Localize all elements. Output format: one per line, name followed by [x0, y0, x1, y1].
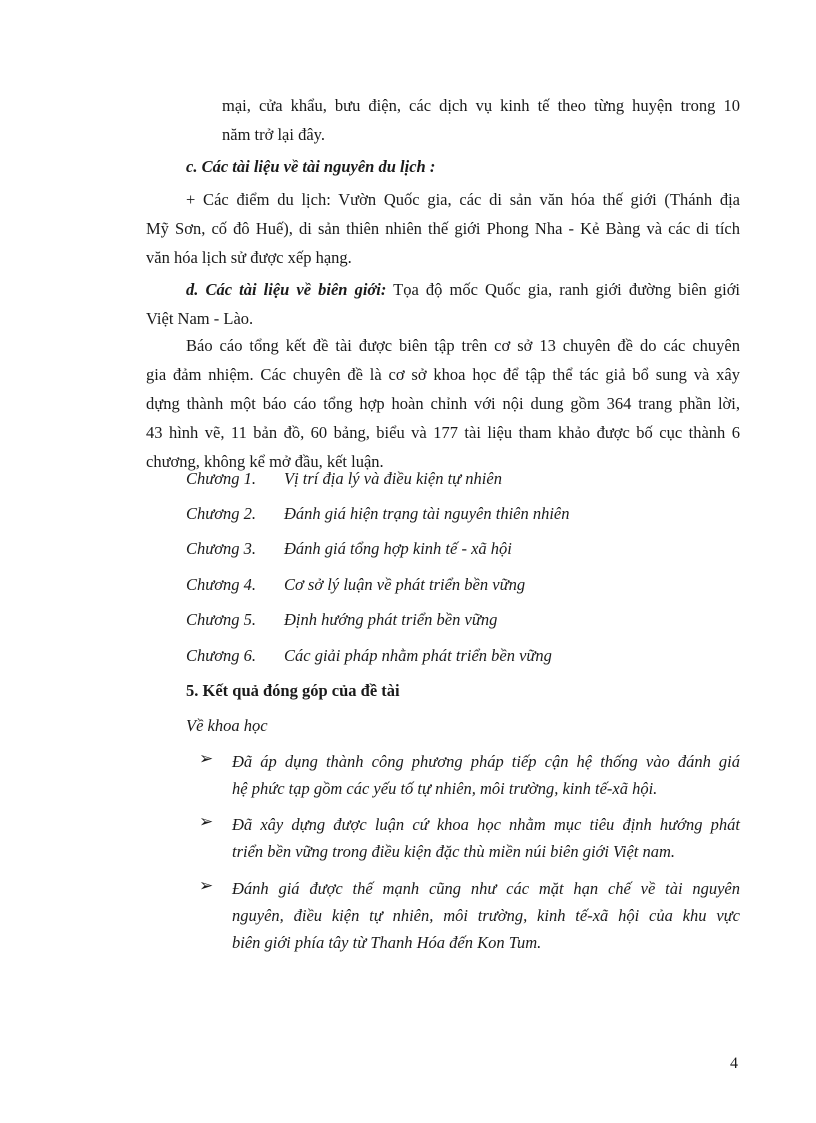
bullet-arrow-icon: ➢: [199, 876, 214, 895]
chapter-number: Chương 4.: [186, 575, 257, 594]
bullet-3-line-2: nguyên, điều kiện tự nhiên, môi trường, kinh tế-xã hội của khu vực: [232, 906, 740, 925]
chapter-number: Chương 1.: [186, 469, 257, 488]
chapter-item-3: [186, 536, 512, 562]
bullet-2-line-1: Đã xây dựng được luận cứ khoa học nhằm mục tiêu định hướng phát: [232, 815, 740, 834]
chapter-number: Chương 2.: [186, 504, 257, 523]
chapter-title: Vị trí địa lý và điều kiện tự nhiên: [284, 469, 502, 488]
section-5-subheading: Về khoa học: [186, 716, 268, 735]
chapter-item-4: [186, 572, 525, 598]
section-d-text: Tọa độ mốc Quốc gia, ranh giới đường biên giới: [386, 280, 741, 299]
intro-line-2: năm trở lại đây.: [222, 125, 325, 144]
page-number: 4: [730, 1055, 738, 1072]
summary-line-4: 43 hình vẽ, 11 bản đồ, 60 bảng, biểu và 177 tài liệu tham khảo được bố cục thành 6: [146, 423, 740, 442]
section-c-heading: c. Các tài liệu về tài nguyên du lịch :: [186, 157, 436, 176]
section-d-heading: d. Các tài liệu về biên giới:: [186, 280, 387, 299]
bullet-3-line-3: biên giới phía tây từ Thanh Hóa đến Kon Tum.: [232, 933, 542, 952]
chapter-item-2: [186, 501, 570, 527]
bullet-item-3: [232, 875, 740, 956]
chapter-item-5: [186, 607, 497, 633]
chapter-item-6: [186, 643, 552, 669]
section-d-line-2: Việt Nam - Lào.: [146, 309, 254, 328]
summary-paragraph: [146, 331, 740, 476]
intro-line-1: mại, cửa khẩu, bưu điện, các dịch vụ kinh tế theo từng huyện trong 10: [222, 96, 740, 115]
summary-line-5: chương, không kể mở đầu, kết luận.: [146, 452, 384, 471]
chapter-title: Các giải pháp nhằm phát triển bền vững: [284, 646, 552, 665]
chapter-title: Định hướng phát triển bền vững: [284, 610, 498, 629]
chapter-number: Chương 3.: [186, 539, 257, 558]
section-5-heading: 5. Kết quả đóng góp của đề tài: [186, 681, 400, 700]
chapter-title: Cơ sở lý luận về phát triển bền vững: [284, 575, 526, 594]
bullet-1-line-1: Đã áp dụng thành công phương pháp tiếp cận hệ thống vào đánh giá: [232, 752, 740, 771]
section-c-line-3: văn hóa lịch sử được xếp hạng.: [146, 248, 352, 267]
chapter-title: Đánh giá tổng hợp kinh tế - xã hội: [284, 539, 512, 558]
section-c-paragraph: [146, 185, 740, 272]
bullet-arrow-icon: ➢: [199, 749, 214, 768]
section-d-line-1: [146, 275, 740, 304]
section-c-line-2: Mỹ Sơn, cố đô Huế), di sản thiên nhiên thế giới Phong Nha - Kẻ Bàng và các di tích: [146, 219, 740, 238]
chapter-number: Chương 5.: [186, 610, 257, 629]
chapter-number: Chương 6.: [186, 646, 257, 665]
bullet-item-2: [232, 811, 740, 865]
bullet-arrow-icon: ➢: [199, 812, 214, 831]
section-c-line-1: + Các điểm du lịch: Vườn Quốc gia, các di sản văn hóa thế giới (Thánh địa: [186, 190, 740, 209]
summary-line-2: gia đảm nhiệm. Các chuyên đề là cơ sở khoa học để tập thể tác giả bổ sung và xây: [146, 365, 740, 384]
chapter-item-1: [186, 466, 502, 492]
bullet-1-line-2: hệ phức tạp gồm các yếu tố tự nhiên, môi trường, kinh tế-xã hội.: [232, 779, 658, 798]
bullet-3-line-1: Đánh giá được thế mạnh cũng như các mặt hạn chế về tài nguyên: [232, 879, 740, 898]
section-d-paragraph: [146, 275, 740, 333]
summary-line-3: dựng thành một báo cáo tổng hợp hoàn chỉnh với nội dung gồm 364 trang phần lời,: [146, 394, 740, 413]
chapter-title: Đánh giá hiện trạng tài nguyên thiên nhiên: [284, 504, 570, 523]
bullet-item-1: [232, 748, 740, 802]
bullet-2-line-2: triển bền vững trong điều kiện đặc thù miền núi biên giới Việt nam.: [232, 842, 676, 861]
intro-paragraph: [222, 91, 740, 149]
summary-line-1: Báo cáo tổng kết đề tài được biên tập trên cơ sở 13 chuyên đề do các chuyên: [186, 336, 740, 355]
